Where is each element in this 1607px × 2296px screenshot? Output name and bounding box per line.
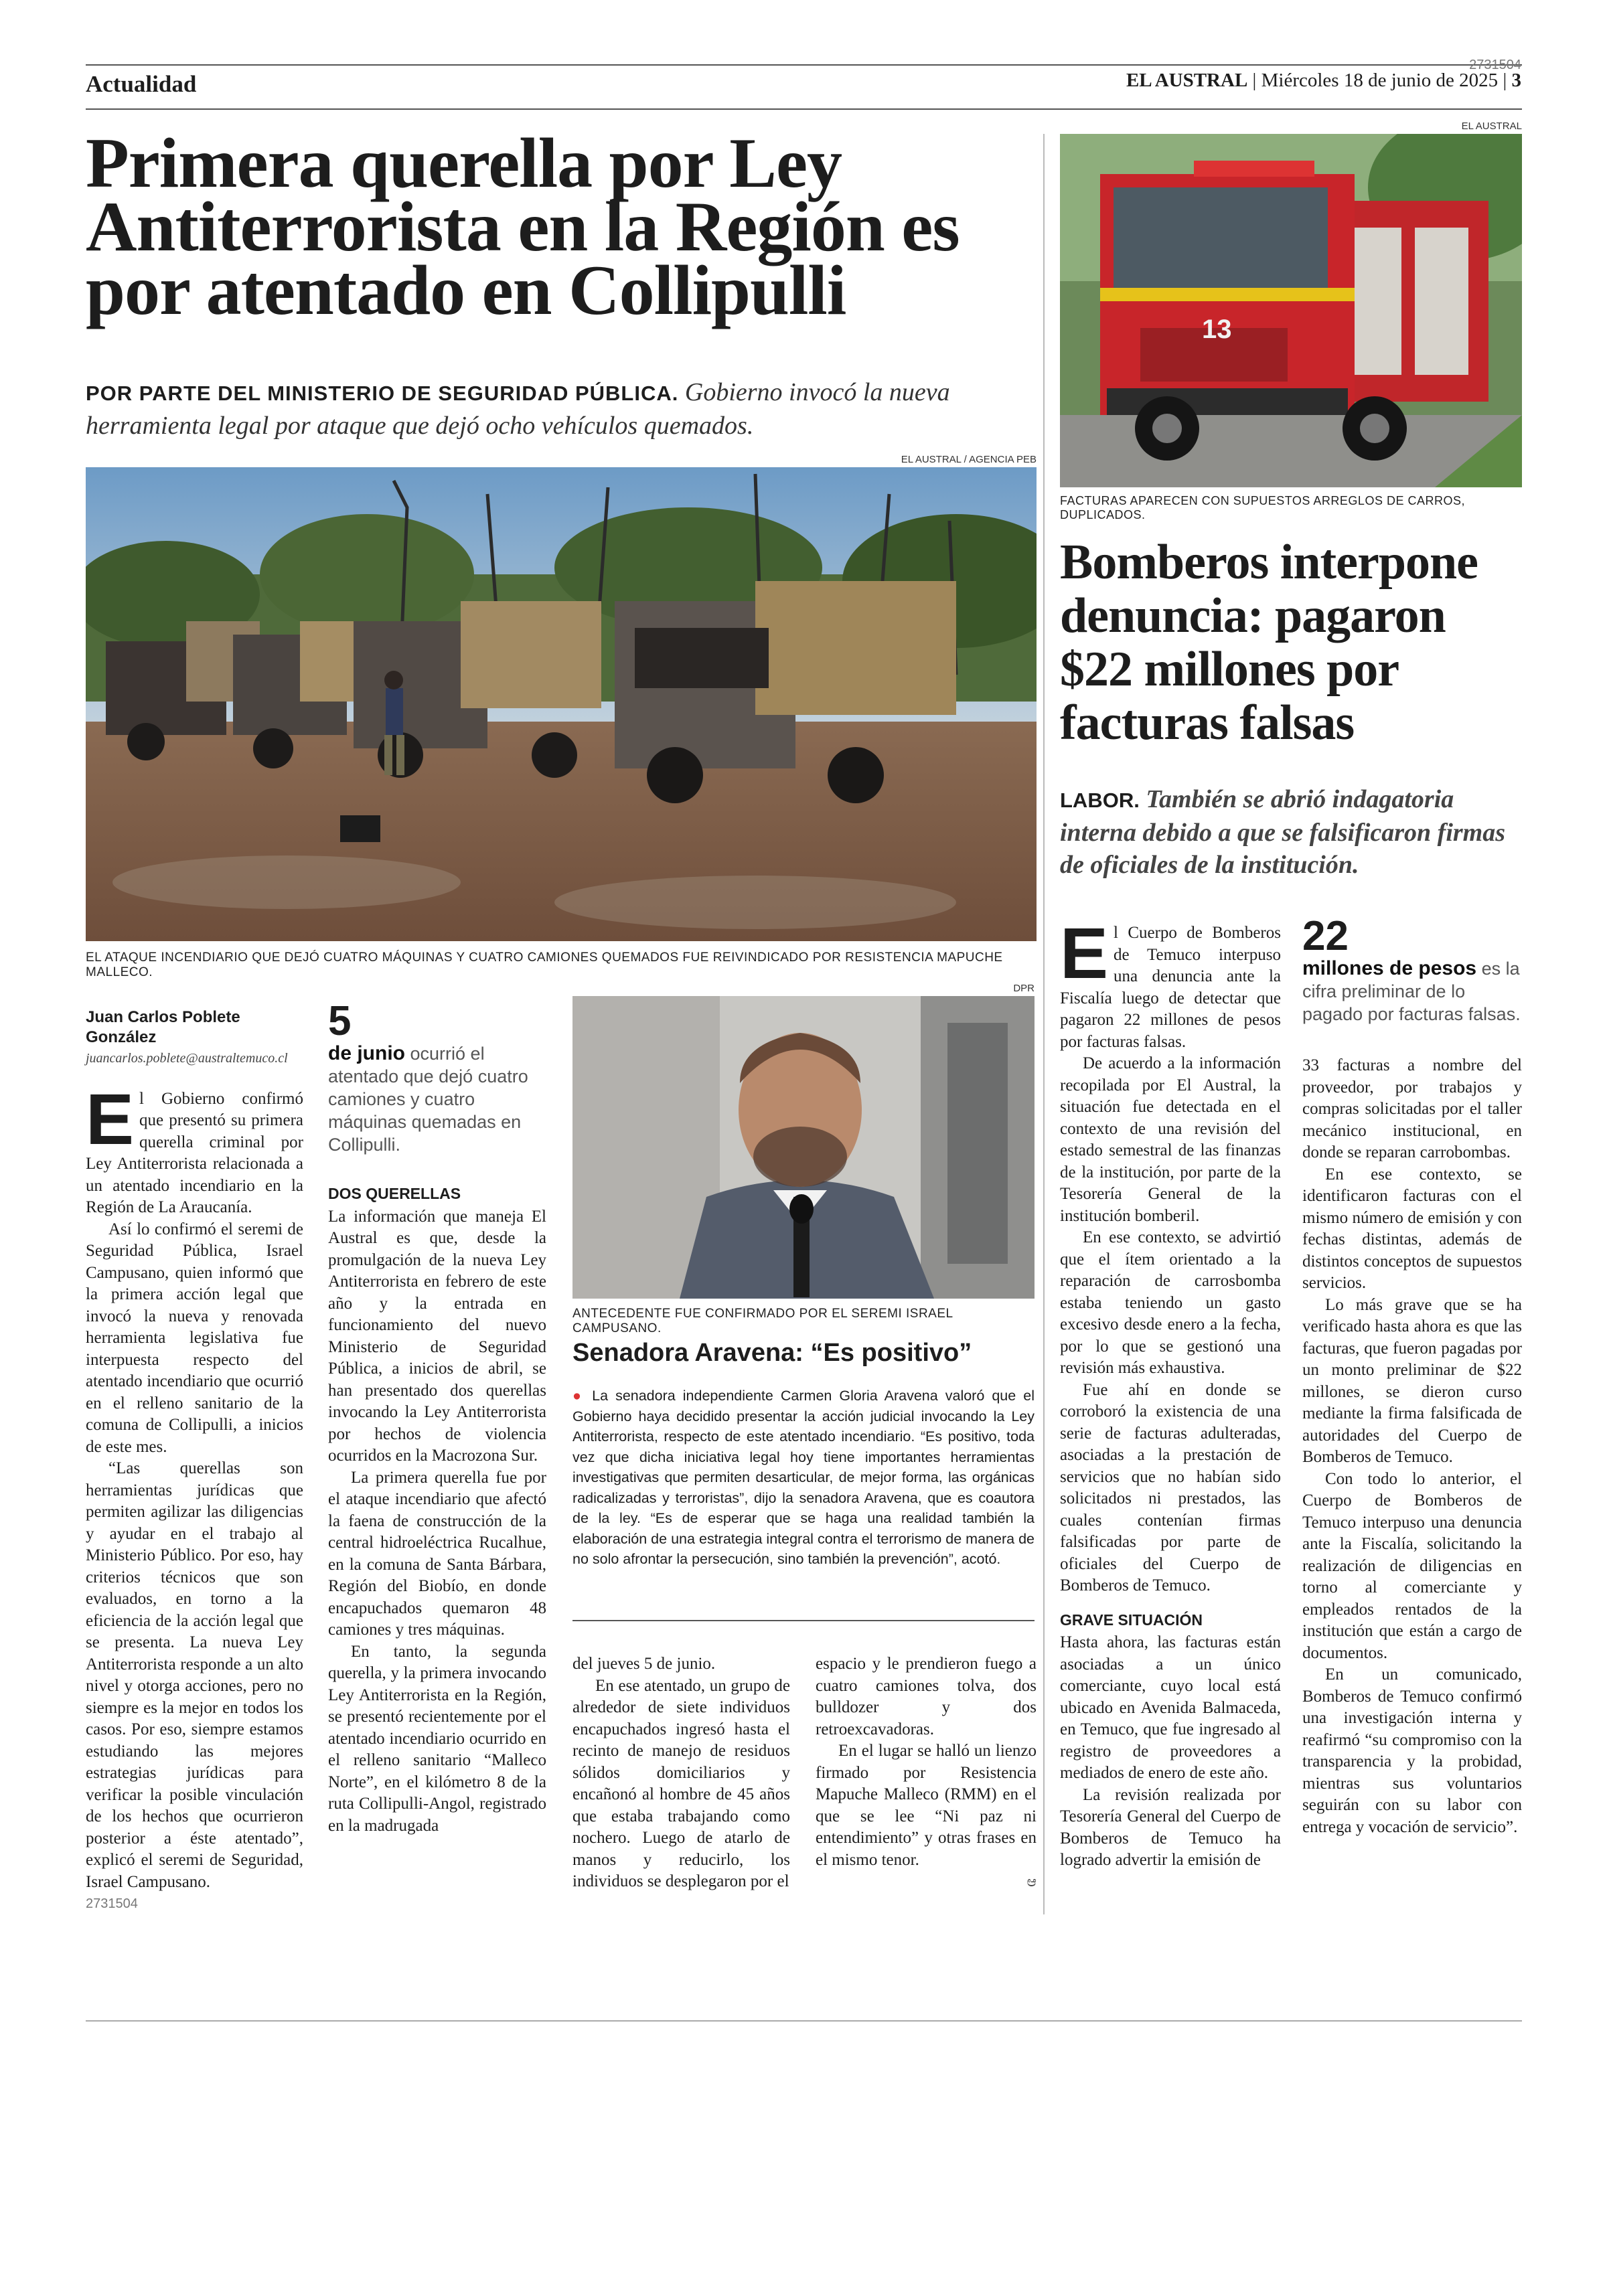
main-photo-credit: EL AUSTRAL / AGENCIA PEB xyxy=(901,454,1037,465)
col2-para-3: En tanto, la segunda querella, y la primera invocando Ley Antiterrorista en la Región, se presentó recientemente por el atentado incendiario ocurrido en el relleno sanitario “Malleco Norte”, en el kilómetro 8 de la ruta Collipulli-Angol, registrado en la madrugada xyxy=(328,1642,546,1835)
end-mark: ಆ xyxy=(1026,1873,1037,1890)
main-col-1 xyxy=(86,1007,303,1915)
right-stat-text xyxy=(1302,957,1522,1026)
portrait-credit: DPR xyxy=(1013,983,1035,994)
main-col-2 xyxy=(328,998,546,1837)
sidebar-rule xyxy=(572,1620,1035,1621)
rcol2-para-3: Lo más grave que se ha verificado hasta ahora es que las facturas, que fueron pagadas por un monto preliminar de $22 millones, se dieron curso mediante la firma falsificada de autoridades del Cuerpo de Bomberos de Temuco. xyxy=(1302,1295,1522,1466)
page-number: 3 xyxy=(1511,70,1521,91)
dropcap: E xyxy=(86,1078,135,1159)
col3-para-2: En ese atentado, un grupo de alrededor de siete individuos encapuchados ingresó hasta el recinto de manejo de residuos sólidos domiciliarios y encañonó al hombre de 45 años que estaba trabajando como nochero. Luego de atarlo de manos y reducirlo, los individuos se desplegaron por el xyxy=(572,1676,790,1890)
bottom-rule xyxy=(86,2020,1522,2022)
section-label: Actualidad xyxy=(86,71,197,97)
rcol2-para-5: En un comunicado, Bomberos de Temuco confirmó una investigación interna y reafirmó “su compromiso con la transparencia y la probidad, mientras sus voluntarios seguirán con su labor con entrega y vocación de servicio”. xyxy=(1302,1665,1522,1836)
rcol1-para-5: Hasta ahora, las facturas están asociadas a un único comerciante, cuyo local está ubicado en Avenida Balmaceda, en Temuco, que fue ingresado al registro de proveedores a mediados de enero de este año. xyxy=(1060,1633,1281,1782)
rcol1-para-4: Fue ahí en donde se corroboró la existencia de una serie de facturas adulteradas, asociadas a la prestación de servicios que no habían sido solicitados ni prestados, las cuales contenían firmas falsificadas por parte de oficiales del Cuerpo de Bomberos de Temuco. xyxy=(1060,1380,1281,1594)
deck-rest: Gobierno invocó la nueva herramienta legal por ataque que dejó ocho vehículos quemados. xyxy=(86,378,950,440)
paper-name: EL AUSTRAL xyxy=(1126,70,1248,91)
deck-lead: POR PARTE DEL MINISTERIO DE SEGURIDAD PÚBLICA. xyxy=(86,382,679,405)
firetruck-photo xyxy=(1060,134,1522,487)
masthead: EL AUSTRAL | Miércoles 18 de junio de 2025 | 3 xyxy=(1126,70,1521,91)
top-rule xyxy=(86,64,1522,66)
bullet-dot: ● xyxy=(572,1388,585,1404)
author-email: juancarlos.poblete@australtemuco.cl xyxy=(86,1051,288,1066)
portrait-caption: ANTECEDENTE FUE CONFIRMADO POR EL SEREMI ISRAEL CAMPUSANO. xyxy=(572,1307,953,1335)
sidebar-text: La senadora independiente Carmen Gloria Aravena valoró que el Gobierno haya decidido presentar la acción judicial invocando la Ley Antiterrorista, respecto de este atentado incendiario. “Es positivo, toda vez que dicha iniciativa legal hoy tiene importantes herramientas investigativas que permiten desarticular, de mejor forma, las orgánicas radicalizadas y terroristas”, dijo la senadora Aravena, que es coautora de la ley. “Es de esperar que se haga una realidad también la elaboración de una estrategia integral contra el terrorismo de manera de no solo afrontar la persecución, sino también la prevención”, acotó. xyxy=(572,1388,1035,1567)
right-col-1 xyxy=(1060,912,1281,1872)
rcol1-para-6: La revisión realizada por Tesorería General del Cuerpo de Bomberos de Temuco ha logrado advertir la emisión de xyxy=(1060,1785,1281,1869)
col2-para-2: La primera querella fue por el ataque incendiario que afectó la faena de construcción de la central hidroeléctrica Rucalhue, en la comuna de Santa Bárbara, Región del Biobío, en donde encapuchados quemaron 48 camiones y tres máquinas. xyxy=(328,1468,546,1639)
col3-para-1: del jueves 5 de junio. xyxy=(572,1655,716,1673)
col4-para-1: espacio y le prendieron fuego a cuatro camiones tolva, dos bulldozer y dos retroexcavadoras. xyxy=(816,1655,1037,1738)
right-deck xyxy=(1060,783,1529,881)
firetruck-caption: FACTURAS APARECEN CON SUPUESTOS ARREGLOS DE CARROS, DUPLICADOS. xyxy=(1060,494,1465,521)
subhead-grave: GRAVE SITUACIÓN xyxy=(1060,1611,1203,1629)
stat-number: 5 xyxy=(328,998,352,1044)
main-deck xyxy=(86,376,1037,442)
burned-trucks-photo xyxy=(86,467,1037,941)
sidebar-title: Senadora Aravena: “Es positivo” xyxy=(572,1339,972,1367)
rcol1-para-1: l Cuerpo de Bomberos de Temuco interpuso una denuncia ante la Fiscalía luego de detectar que pagaron 22 millones de pesos por facturas falsas. xyxy=(1060,924,1281,1051)
right-deck-lead: LABOR. xyxy=(1060,789,1140,812)
truck-number: 13 xyxy=(1202,315,1232,344)
right-dropcap: E xyxy=(1060,912,1109,993)
main-photo-caption: EL ATAQUE INCENDIARIO QUE DEJÓ CUATRO MÁQUINAS Y CUATRO CAMIONES QUEMADOS FUE REIVINDICADO POR RESISTENCIA MAPUCHE MALLECO. xyxy=(86,951,1003,979)
firetruck-credit: EL AUSTRAL xyxy=(1461,120,1522,132)
col1-para-3: “Las querellas son herramientas jurídicas que permiten agilizar las diligencias y ayudar en el trabajo al Ministerio Público. Por eso, hay criterios técnicos que son evaluados, en torno a la eficiencia de la acción legal que se presenta. La nueva Ley Antiterrorista responde a un alto nivel y otorga acciones, pero no siempre es la mejor en todos los casos. Por eso, siempre estamos estudiando las mejores estrategias jurídicas para verificar la posible vinculación de los hechos que ocurrieron posterior a éste atentado”, explicó el seremi de Seguridad, Israel Campusano. xyxy=(86,1459,303,1891)
col2-para-1: La información que maneja El Austral es que, desde la promulgación de la nueva Ley Antiterrorista en febrero de este año y la entrada en funcionamiento del nuevo Ministerio de Seguridad Pública, a inicios de abril, se han presentado dos querellas invocando la Ley Antiterrorista por hechos de violencia ocurridos en la Macrozona Sur. xyxy=(328,1207,546,1465)
right-stat-desc: es la cifra preliminar de lo pagado por facturas falsas. xyxy=(1302,959,1521,1024)
right-col-2 xyxy=(1302,913,1522,1838)
rcol2-para-4: Con todo lo anterior, el Cuerpo de Bomberos de Temuco interpuso una denuncia ante la Fiscalía, solicitando la realización de diligencias en torno al comerciante y empleados rentados de la institución que están a cargo de documentos. xyxy=(1302,1469,1522,1662)
author-name: Juan Carlos Poblete González xyxy=(86,1008,240,1046)
issue-date: Miércoles 18 de junio de 2025 xyxy=(1261,70,1499,91)
top-id: 2731504 xyxy=(1469,58,1521,72)
stat-text xyxy=(328,1042,546,1156)
rcol1-para-2: De acuerdo a la información recopilada por El Austral, la situación fue detectada en el contexto de una revisión del estado semestral de las finanzas de la institución, por parte de la Tesorería General de la institución bomberil. xyxy=(1060,1054,1281,1225)
main-col-3 xyxy=(572,1653,790,1893)
seremi-portrait-photo xyxy=(572,996,1035,1299)
main-col-4 xyxy=(816,1653,1037,1893)
right-stat-bold: millones de pesos xyxy=(1302,957,1477,979)
rcol2-para-2: En ese contexto, se identificaron facturas con el mismo número de emisión y con fechas distintas, además de distintos conceptos de supuestos servicios. xyxy=(1302,1165,1522,1292)
header-rule xyxy=(86,108,1522,110)
col1-para-1: l Gobierno confirmó que presentó su primera querella criminal por Ley Antiterrorista relacionada a un atentado incendiario en la Región de La Araucanía. xyxy=(86,1089,303,1216)
sidebar-body xyxy=(572,1386,1035,1570)
stat-bold: de junio xyxy=(328,1042,405,1064)
col4-para-2: En el lugar se halló un lienzo firmado por Resistencia Mapuche Malleco (RMM) en el que se lee “Ni paz ni entendimiento” y otras frases en el mismo tenor. xyxy=(816,1742,1037,1869)
stat-desc: ocurrió el atentado que dejó cuatro camiones y cuatro máquinas quemadas en Collipulli. xyxy=(328,1044,528,1155)
rcol1-para-3: En ese contexto, se advirtió que el ítem orientado a la reparación de carrosbomba estaba teniendo un gasto excesivo desde enero a la fecha, por lo que se gestionó una revisión más exhaustiva. xyxy=(1060,1228,1281,1377)
right-stat-number: 22 xyxy=(1302,913,1349,959)
right-headline: Bomberos interpone denuncia: pagaron $22 millones por facturas falsas xyxy=(1060,535,1478,750)
column-divider xyxy=(1043,134,1045,1914)
rcol2-para-1: 33 facturas a nombre del proveedor, por trabajos y compras solicitadas por el taller mecánico institucional, en donde se reparan carrobombas. xyxy=(1302,1056,1522,1161)
main-headline: Primera querella por Ley Antiterrorista en la Región es por atentado en Collipulli xyxy=(86,124,960,329)
subhead-dos-querellas: DOS QUERELLAS xyxy=(328,1185,461,1202)
col1-para-2: Así lo confirmó el seremi de Seguridad Pública, Israel Campusano, quien informó que la primera acción legal que invocó la nueva y renovada herramienta legislativa fue interpuesta respecto del atentado incendiario que ocurrió en el relleno sanitario de la comuna de Collipulli, a inicios de este mes. xyxy=(86,1220,303,1456)
right-deck-rest: También se abrió indagatoria interna debido a que se falsificaron firmas de oficiales de la institución. xyxy=(1060,785,1506,879)
bottom-id: 2731504 xyxy=(86,1896,138,1911)
